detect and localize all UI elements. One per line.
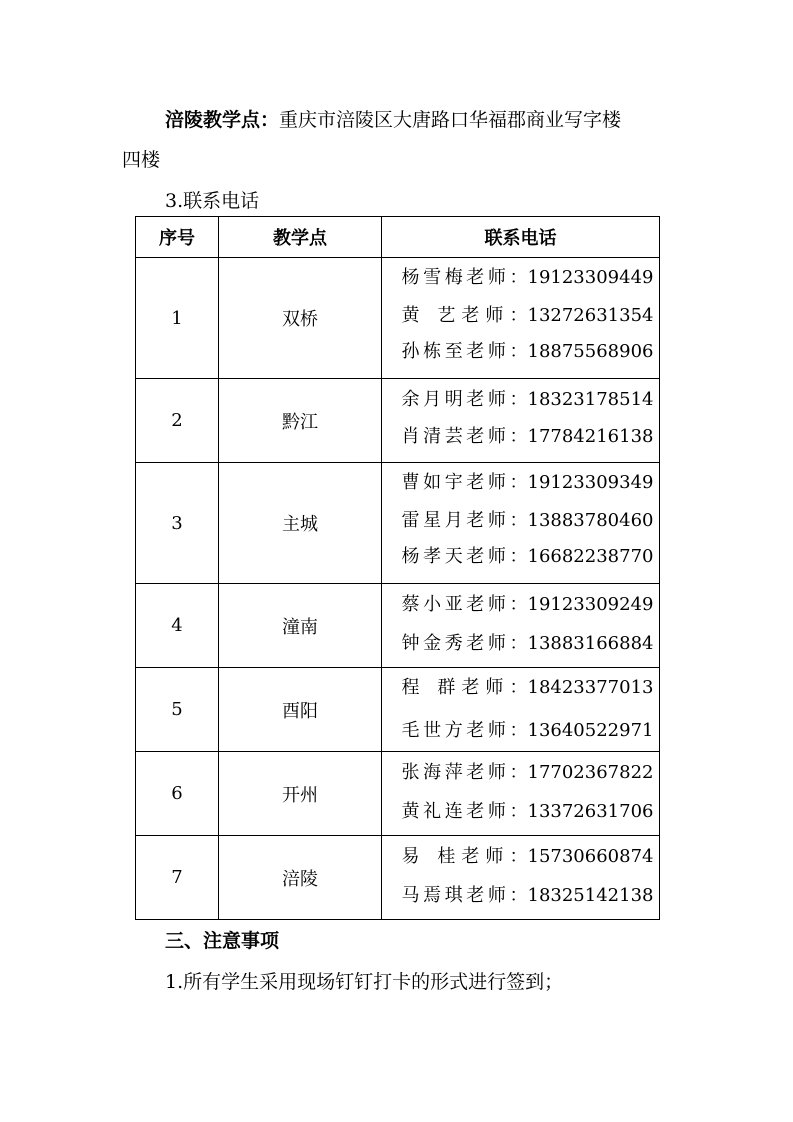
contact-name: 易 桂老师：: [401, 846, 528, 867]
contact-entry: [396, 548, 659, 566]
row-number: 7: [136, 836, 219, 920]
table-header-row: [136, 217, 660, 258]
contact-cell: [382, 463, 660, 584]
row-number: 1: [136, 258, 219, 379]
contact-name: 马焉琪老师：: [401, 885, 528, 906]
header-site: 教学点: [219, 217, 382, 258]
contact-entry: [396, 887, 659, 905]
contact-entry: [396, 343, 659, 361]
contact-name: 杨孝天老师：: [401, 546, 528, 567]
contact-name: 蔡小亚老师：: [401, 594, 528, 615]
address-text-continued: 四楼: [122, 149, 161, 171]
contact-name: 肖清芸老师：: [401, 426, 528, 447]
contact-phone: 19123309349: [527, 472, 654, 493]
header-no: 序号: [136, 217, 219, 258]
table-row: [136, 258, 660, 379]
teaching-site: 主城: [219, 463, 382, 584]
contact-name: 雷星月老师：: [401, 510, 528, 531]
contact-phone: 16682238770: [527, 546, 654, 567]
teaching-site: 酉阳: [219, 668, 382, 752]
teaching-site: 潼南: [219, 584, 382, 668]
contact-entry: [396, 722, 659, 740]
contact-entry: [396, 764, 659, 782]
contact-phone: 18875568906: [527, 341, 654, 362]
contact-phone: 13272631354: [527, 305, 654, 326]
contact-name: 孙栋至老师：: [401, 341, 528, 362]
teaching-site: 涪陵: [219, 836, 382, 920]
address-label: 涪陵教学点: [165, 109, 261, 131]
contact-cell: [382, 752, 660, 836]
teaching-site: 双桥: [219, 258, 382, 379]
row-number: 5: [136, 668, 219, 752]
contact-cell: [382, 584, 660, 668]
row-number: 2: [136, 379, 219, 463]
row-number: 4: [136, 584, 219, 668]
contact-entry: [396, 307, 659, 325]
contact-entry: [396, 512, 659, 530]
contact-entry: [396, 679, 659, 697]
contact-name: 毛世方老师：: [401, 720, 528, 741]
contact-name: 曹如宇老师：: [401, 472, 528, 493]
table-row: [136, 836, 660, 920]
table-row: [136, 584, 660, 668]
teaching-site: 黔江: [219, 379, 382, 463]
contact-entry: [396, 635, 659, 653]
table-row: [136, 752, 660, 836]
teaching-site: 开州: [219, 752, 382, 836]
contact-section-heading: 3.联系电话: [165, 190, 260, 212]
contact-entry: [396, 848, 659, 866]
contact-name: 黄 艺老师：: [401, 305, 528, 326]
table-row: [136, 379, 660, 463]
contact-phone: 19123309249: [527, 594, 654, 615]
contact-entry: [396, 428, 659, 446]
address-paragraph: [165, 111, 621, 130]
contact-entry: [396, 269, 659, 287]
address-separator: ：: [260, 109, 280, 131]
contact-table: [135, 216, 660, 920]
contact-entry: [396, 391, 659, 409]
contact-phone: 13372631706: [527, 801, 654, 822]
contact-name: 黄礼连老师：: [401, 801, 528, 822]
contact-phone: 13883166884: [527, 633, 654, 654]
row-number: 6: [136, 752, 219, 836]
table-row: [136, 463, 660, 584]
contact-phone: 17784216138: [527, 426, 654, 447]
contact-phone: 13883780460: [527, 510, 654, 531]
contact-name: 程 群老师：: [401, 677, 528, 698]
contact-name: 杨雪梅老师：: [401, 267, 528, 288]
header-contact: 联系电话: [382, 217, 660, 258]
table-body: [136, 258, 660, 920]
note-item: 1.所有学生采用现场钉钉打卡的形式进行签到；: [165, 971, 564, 993]
address-text: 重庆市涪陵区大唐路口华福郡商业写字楼: [279, 109, 622, 131]
contact-phone: 19123309449: [527, 267, 654, 288]
contact-phone: 17702367822: [527, 762, 654, 783]
notes-section-heading: 三、注意事项: [165, 930, 280, 952]
contact-cell: [382, 836, 660, 920]
contact-phone: 18323178514: [527, 389, 654, 410]
row-number: 3: [136, 463, 219, 584]
table-row: [136, 668, 660, 752]
contact-phone: 18325142138: [527, 885, 654, 906]
contact-entry: [396, 596, 659, 614]
contact-cell: [382, 379, 660, 463]
contact-phone: 13640522971: [527, 720, 654, 741]
contact-entry: [396, 474, 659, 492]
contact-phone: 15730660874: [527, 846, 654, 867]
contact-entry: [396, 803, 659, 821]
contact-cell: [382, 668, 660, 752]
contact-cell: [382, 258, 660, 379]
contact-name: 余月明老师：: [401, 389, 528, 410]
contact-name: 钟金秀老师：: [401, 633, 528, 654]
contact-name: 张海萍老师：: [401, 762, 528, 783]
contact-phone: 18423377013: [527, 677, 654, 698]
